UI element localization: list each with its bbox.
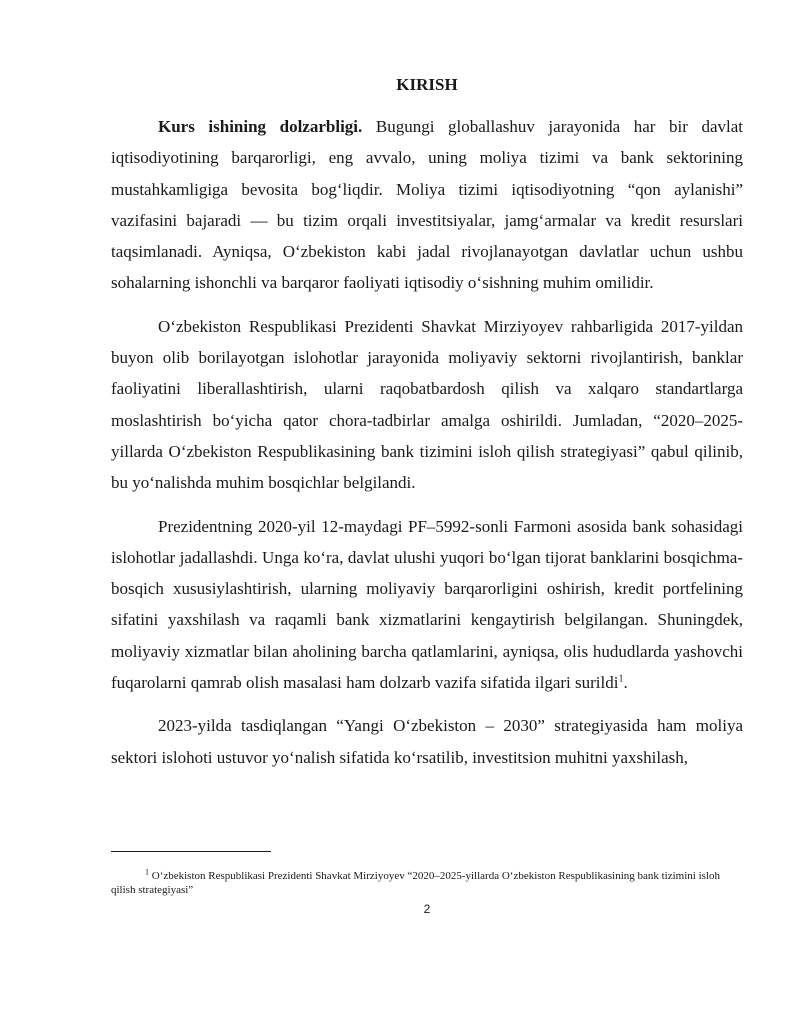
paragraph-end-punctuation: . xyxy=(623,673,628,693)
document-page xyxy=(111,0,743,1035)
paragraph-lead: Kurs ishining dolzarbligi. xyxy=(158,117,363,136)
footnote xyxy=(111,869,743,897)
paragraph-text: 2023-yilda tasdiqlangan “Yangi O‘zbekiston – 2030” strategiyasida ham moliya sektori islohoti ustuvor yo‘nalish sifatida ko‘rsatilib, investitsion muhitni yaxshilash, xyxy=(111,716,743,767)
paragraph-reforms xyxy=(111,311,743,499)
paragraph-text: Bugungi globallashuv jarayonida har bir davlat iqtisodiyotining barqarorligi, eng avvalo, uning moliya tizimi va bank sektorining mustahkamligiga bevosita bog‘liqdir. Moliya tizimi iqtisodiyotning “qon aylanishi” vazifasini bajaradi — bu tizim orqali investitsiyalar, jamg‘armalar va kredit resurslari taqsimlanadi. Ayniqsa, O‘zbekiston kabi jadal rivojlanayotgan davlatlar uchun ushbu sohalarning ishonchli va barqaror faoliyati iqtisodiy o‘sishning muhim omilidir. xyxy=(111,117,744,293)
footnote-text: O‘zbekiston Respublikasi Prezidenti Shavkat Mirziyoyev “2020–2025-yillarda O‘zbekiston Respublikasining bank tizimini isloh qilish strategiyasi” xyxy=(111,870,720,896)
paragraph-text: O‘zbekiston Respublikasi Prezidenti Shavkat Mirziyoyev rahbarligida 2017-yildan buyon olib borilayotgan islohotlar jarayonida moliyaviy sektorni rivojlantirish, banklar faoliyatini liberallashtirish, ularni raqobatbardosh qilish va xalqaro standartlarga moslashtirish bo‘yicha qator chora-tadbirlar amalga oshirildi. Jumladan, “2020–2025-yillarda O‘zbekiston Respublikasining bank tizimini isloh qilish strategiyasi” qabul qilinib, bu yo‘nalishda muhim bosqichlar belgilandi. xyxy=(111,316,743,493)
paragraph-strategy-2030 xyxy=(111,710,743,773)
page-title: KIRISH xyxy=(396,75,458,94)
body-text xyxy=(111,111,743,773)
paragraph-relevance xyxy=(111,111,743,299)
paragraph-decree xyxy=(111,511,743,699)
paragraph-text: Prezidentning 2020-yil 12-maydagi PF–5992-sonli Farmoni asosida bank sohasidagi islohotlar jadallashdi. Unga ko‘ra, davlat ulushi yuqori bo‘lgan tijorat banklarini bosqichma-bosqich xususiylashtirish, ularning moliyaviy barqarorligini oshirish, kredit portfelining sifatini yaxshilash va raqamli bank xizmatlarini kengaytirish belgilangan. Shuningdek, moliyaviy xizmatlar bilan aholining barcha qatlamlarini, ayniqsa, olis hududlarda yashovchi fuqarolarni qamrab olish masalasi ham dolzarb vazifa sifatida ilgari surildi xyxy=(111,516,743,693)
page-number: 2 xyxy=(423,902,431,916)
footnote-number: 1 xyxy=(145,867,149,877)
footnote-separator xyxy=(111,851,271,852)
footnote-reference[interactable]: 1 xyxy=(618,673,624,685)
